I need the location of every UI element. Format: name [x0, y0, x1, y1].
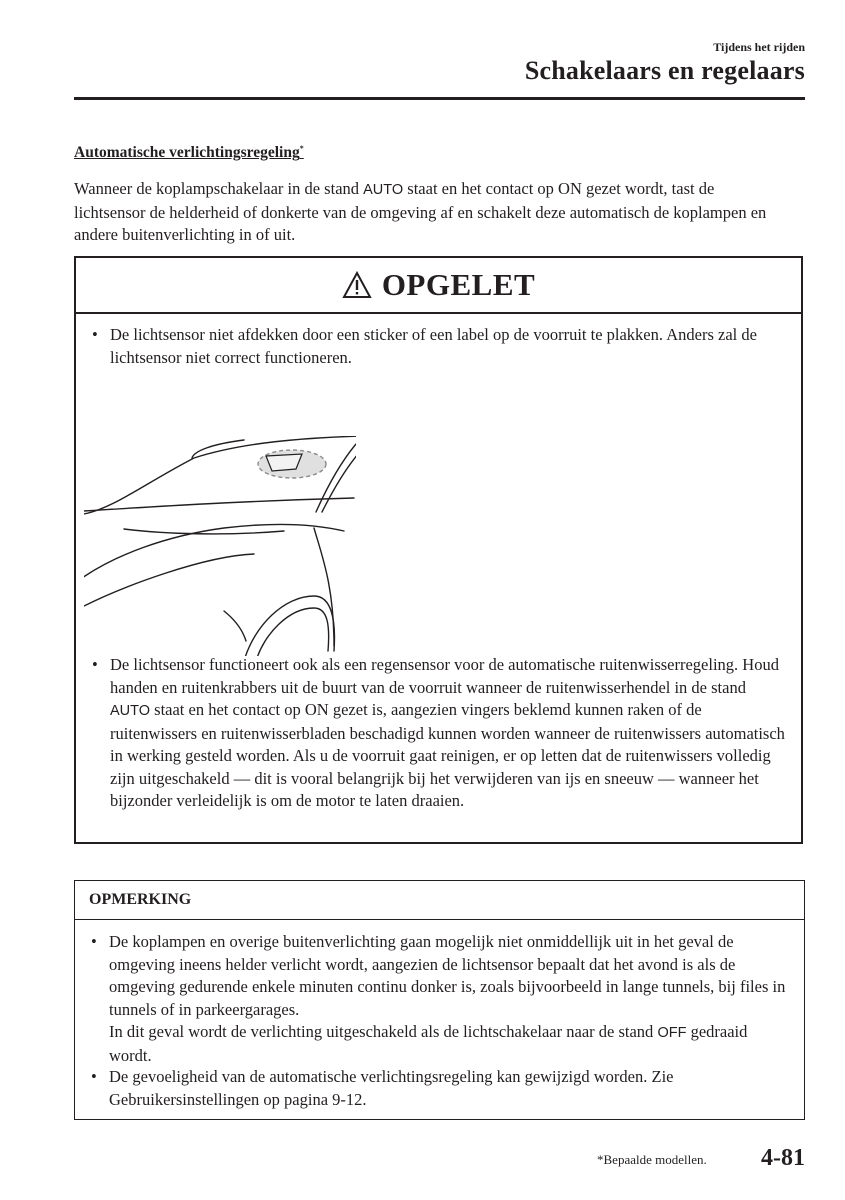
header-section: Tijdens het rijden [713, 40, 805, 54]
warning-triangle-icon [342, 271, 372, 299]
note-bullet-1-text-a: De koplampen en overige buitenverlichting gaan mogelijk niet onmiddellijk uit in het geval de omgeving ineens helder verlicht wordt, aangezien de lichtsensor bepaalt dat het avond is als de omgeving gedurende enkele minuten continu donker is, zoals bijvoorbeeld in lange tunnels, bij files in tunnels of in parkeergarages. [109, 932, 786, 1019]
caution-bullet-1-text: De lichtsensor niet afdekken door een sticker of een label op de voorruit te plakken. Anders zal de lichtsensor niet correct functioneren. [110, 325, 757, 367]
section-title-mark: * [299, 144, 304, 153]
note-bullet-1-text-b: In dit geval wordt de verlichting uitgeschakeld als de lichtschakelaar naar de stand [109, 1022, 658, 1041]
bullet-mark: • [91, 932, 97, 951]
bullet-mark: • [91, 1067, 97, 1086]
note-bullet-2-text: De gevoeligheid van de automatische verlichtingsregeling kan gewijzigd worden. Zie Gebruikersinstellingen op pagina 9-12. [109, 1067, 674, 1109]
note-bullet-1-off-label: OFF [657, 1025, 687, 1041]
caution-box [74, 256, 803, 844]
caution-bullet-2-text-b: staat en het contact op ON gezet is, aangezien vingers beklemd kunnen raken of de ruitenwissers en ruitenwisserbladen beschadigd kunnen worden wanneer de ruitenwissers automatisch in werking gesteld worden. Als u de voorruit gaat reinigen, er op letten dat de ruitenwissers volledig zijn uitgeschakeld — dit is vooral belangrijk bij het verwijderen van ijs en sneeuw — wanneer het bijzonder verleidelijk is om de motor te laten draaien. [110, 700, 785, 810]
footnote: *Bepaalde modellen. [597, 1152, 707, 1167]
header-rule [74, 97, 805, 100]
bullet-mark: • [92, 325, 98, 344]
page-title: Schakelaars en regelaars [524, 56, 805, 85]
caution-bullet-1 [90, 324, 790, 369]
intro-paragraph [74, 178, 786, 247]
bullet-mark: • [92, 655, 98, 674]
note-bullet-1 [89, 931, 789, 1067]
note-bullet-2 [89, 1066, 789, 1111]
intro-text-2: staat en het contact op ON gezet wordt, tast de lichtsensor de helderheid of donkerte van de omgeving af en schakelt deze automatisch de koplampen en andere buitenverlichting in of uit. [74, 179, 767, 244]
windshield-sensor-illustration [84, 436, 356, 656]
section-title-text: Automatische verlichtingsregeling [74, 144, 300, 162]
caution-bullet-2-text-a: De lichtsensor functioneert ook als een regensensor voor de automatische ruitenwisserregeling. Houd handen en ruitenkrabbers uit de buurt van de voorruit wanneer de ruitenwisserhendel in de stand [110, 655, 779, 697]
caution-title: OPGELET [381, 267, 536, 302]
intro-text-1: Wanneer de koplampschakelaar in de stand [74, 179, 364, 198]
note-bullet-1-text-c: gedraaid wordt. [109, 1022, 748, 1065]
note-box [74, 880, 805, 1120]
note-title: OPMERKING [75, 881, 804, 920]
intro-auto-label: AUTO [363, 182, 404, 198]
caution-header [76, 258, 801, 314]
section-title [74, 144, 304, 162]
caution-bullet-2-auto-label: AUTO [110, 703, 151, 719]
caution-bullet-2 [90, 654, 790, 813]
page-number: 4-81 [761, 1145, 805, 1171]
